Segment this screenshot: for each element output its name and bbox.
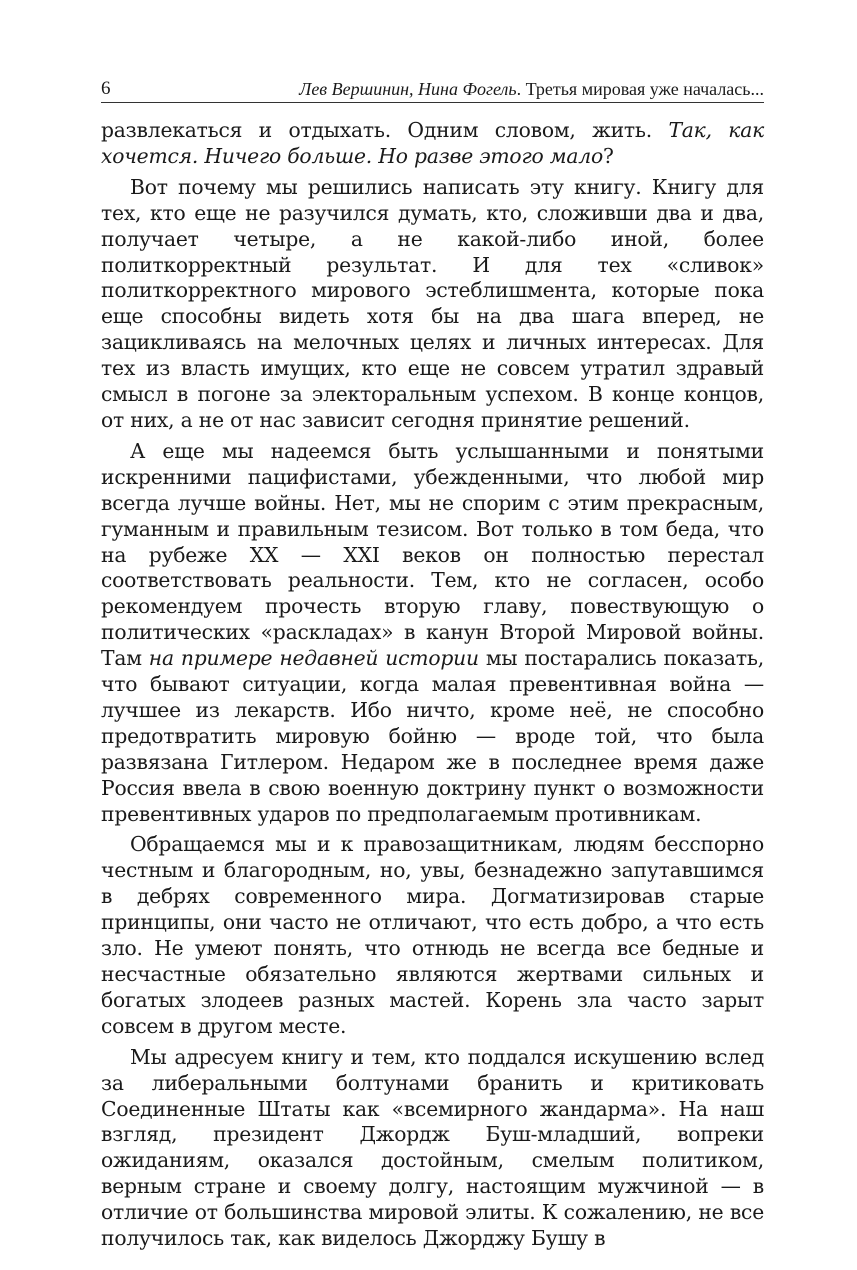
paragraph-4: Обращаемся мы и к правозащитникам, людям бесспорно честным и благородным, но, увы, безнадежно запутавшимся в дебрях современного мира. Догматизировав старые принципы, они часто не отличают, что есть добро, а что есть зло. Не умеют понять, что отнюдь не всегда все бедные и несчастные обязательно являются жертвами сильных и богатых злодеев разных мастей. Корень зла часто зарыт совсем в другом месте. bbox=[101, 832, 764, 1038]
body-text bbox=[101, 118, 764, 1252]
paragraph-1 bbox=[101, 118, 764, 170]
paragraph-1-end: ? bbox=[602, 143, 614, 168]
header-authors: Лев Вершинин, Нина Фогель bbox=[299, 79, 517, 99]
page-number: 6 bbox=[101, 78, 111, 99]
paragraph-3-text-b: мы постарались показать, что бывают ситуации, когда малая превентивная война — лучшее из лекарств. Ибо ничто, кроме неё, не способно предотвратить мировую бойню — вроде той, что была развязана Гитлером. Недаром же в последнее время даже Россия ввела в свою военную доктрину пункт о возможности превентивных ударов по предполагаемым противникам. bbox=[101, 646, 764, 826]
paragraph-1-italic: Так, как хочется. Ничего больше. Но разве этого мало bbox=[101, 118, 764, 168]
paragraph-3 bbox=[101, 439, 764, 828]
paragraph-3-italic: на примере недавней истории bbox=[148, 646, 479, 671]
paragraph-5: Мы адресуем книгу и тем, кто поддался искушению вслед за либеральными болтунами бранить и критиковать Соединенные Штаты как «всемирного жандарма». На наш взгляд, президент Джордж Буш-младший, вопреки ожиданиям, оказался достойным, смелым политиком, верным стране и своему долгу, настоящим мужчиной — в отличие от большинства мировой элиты. К сожалению, не все получилось так, как виделось Джорджу Бушу в bbox=[101, 1044, 764, 1251]
paragraph-3-text-a: А еще мы надеемся быть услышанными и понятыми искренними пацифистами, убежденными, что любой мир всегда лучше войны. Нет, мы не спорим с этим прекрасным, гуманным и правильным тезисом. Вот только в том беда, что на рубеже XX — XXI веков он полностью перестал соответствовать реальности. Тем, кто не согласен, особо рекомендуем прочесть вторую главу, повествующую о политических «раскладах» в канун Второй Мировой войны. Там bbox=[101, 438, 764, 671]
paragraph-2: Вот почему мы решились написать эту книгу. Книгу для тех, кто еще не разучился думать, кто, сложивши два и два, получает четыре, а не какой-либо иной, более политкорректный результат. И для тех «сливок» политкорректного мирового эстеблишмента, которые пока еще способны видеть хотя бы на два шага вперед, не зацикливаясь на мелочных целях и личных интересах. Для тех из власть имущих, кто еще не совсем утратил здравый смысл в погоне за электоральным успехом. В конце концов, от них, а не от нас зависит сегодня принятие решений. bbox=[101, 174, 764, 432]
running-head bbox=[299, 79, 764, 100]
paragraph-1-text: развлекаться и отдыхать. Одним словом, жить. bbox=[101, 118, 669, 142]
header-book-title: Третья мировая уже началась... bbox=[525, 79, 764, 99]
header-separator: . bbox=[516, 79, 526, 99]
page-header bbox=[101, 76, 764, 103]
